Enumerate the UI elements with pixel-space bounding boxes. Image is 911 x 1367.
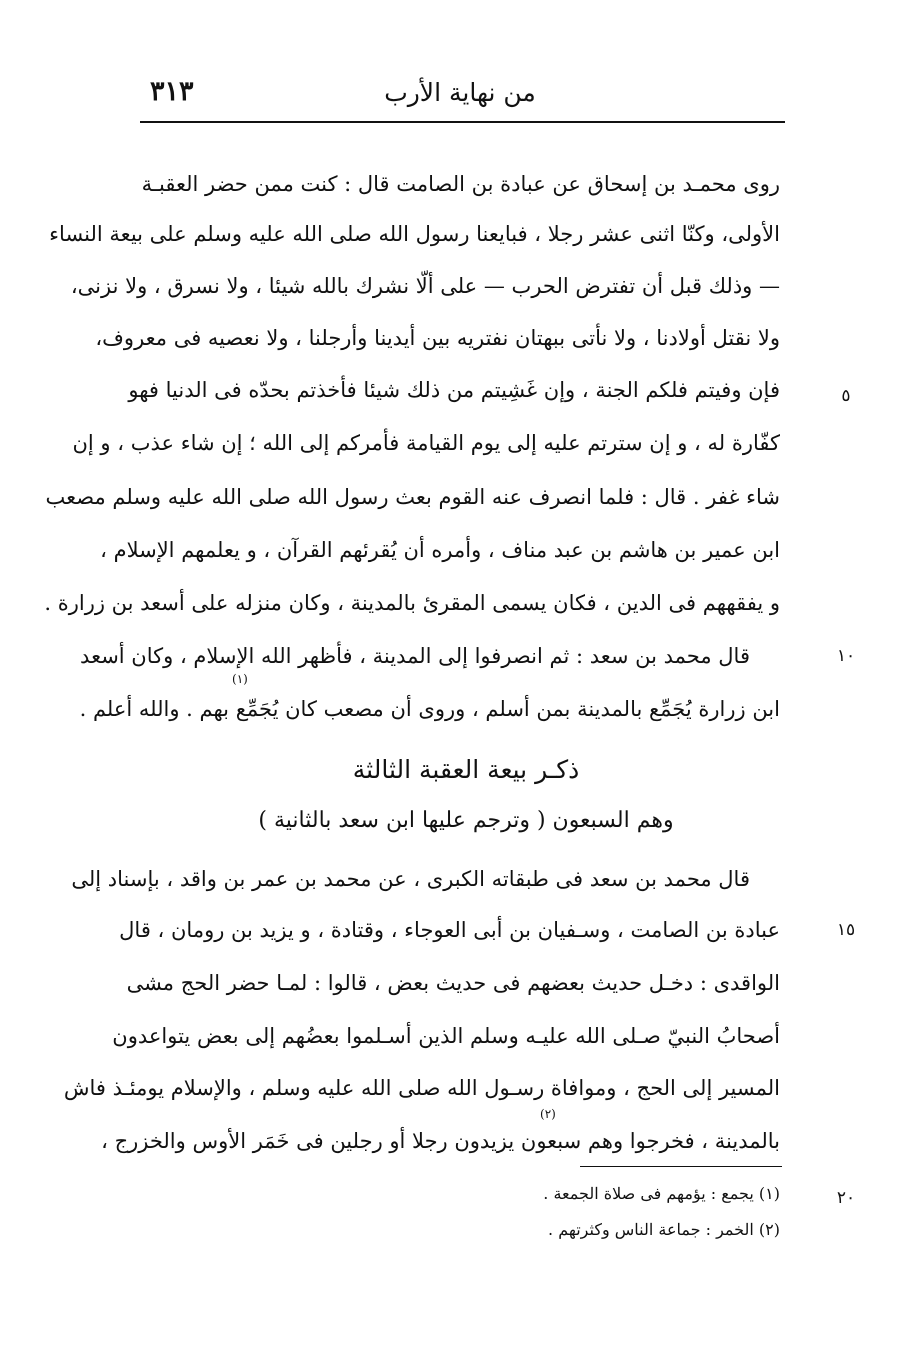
footnote-marker: (١) [232, 672, 248, 686]
text-line: الأولى، وكنّا اثنى عشر رجلا ، فبايعنا رسول الله صلى الله عليه وسلم على بيعة النساء [49, 222, 780, 246]
footnote: (١) يجمع : يؤمهم فى صلاة الجمعة . [543, 1184, 780, 1203]
running-head [140, 72, 780, 116]
text-line: ولا نقتل أولادنا ، ولا نأتى ببهتان نفتريه بين أيدينا وأرجلنا ، ولا نعصيه فى معروف، [95, 326, 780, 350]
text-line: روى محمـد بن إسحاق عن عبادة بن الصامت قال : كنت ممن حضر العقبـة [141, 172, 780, 196]
line-number: ٥ [841, 386, 851, 406]
footnote-marker: (٢) [540, 1107, 556, 1121]
section-title: ذكـر بيعة العقبة الثالثة [352, 755, 580, 784]
text-line: و يفقههم فى الدين ، فكان يسمى المقرئ بالمدينة ، وكان منزله على أسعد بن زرارة . [44, 591, 780, 615]
section-subtitle: وهم السبعون ( وترجم عليها ابن سعد بالثانية ) [258, 808, 674, 833]
footnote: (٢) الخمر : جماعة الناس وكثرتهم . [548, 1220, 780, 1239]
text-line: بالمدينة ، فخرجوا وهم سبعون يزيدون رجلا أو رجلين فى خَمَر الأوس والخزرج ، [101, 1129, 780, 1153]
text-line: المسير إلى الحج ، وموافاة رسـول الله صلى الله عليه وسلم ، والإسلام يومئـذ فاش [63, 1076, 780, 1100]
text-line: الواقدى : دخـل حديث بعضهم فى حديث بعض ، قالوا : لمـا حضر الحج مشى [126, 971, 780, 995]
text-line: قال محمد بن سعد : ثم انصرفوا إلى المدينة ، فأظهر الله الإسلام ، وكان أسعد [80, 644, 750, 668]
text-line: كفّارة له ، و إن سترتم عليه إلى يوم القيامة فأمركم إلى الله ؛ إن شاء عذب ، و إن [72, 431, 780, 455]
line-number: ٢٠ [836, 1188, 856, 1208]
text-line: شاء غفر . قال : فلما انصرف عنه القوم بعث رسول الله صلى الله عليه وسلم مصعب [45, 485, 780, 509]
text-line: فإن وفيتم فلكم الجنة ، وإن غَشِيتم من ذلك شيئا فأخذتم بحدّه فى الدنيا فهو [128, 378, 780, 402]
header-rule [140, 121, 785, 123]
page-number: ٣١٣ [150, 76, 194, 107]
text-line: أصحابُ النبيّ صـلى الله عليـه وسلم الذين أسـلموا بعضُهم إلى بعض يتواعدون [112, 1024, 780, 1048]
text-line: — وذلك قبل أن تفترض الحرب — على ألّا نشرك بالله شيئا ، ولا نسرق ، ولا نزنى، [70, 274, 780, 298]
text-line: عبادة بن الصامت ، وسـفيان بن أبى العوجاء ، وقتادة ، و يزيد بن رومان ، قال [119, 918, 780, 942]
running-title: من نهاية الأرب [384, 78, 536, 107]
text-line: ابن عمير بن هاشم بن عبد مناف ، وأمره أن يُقرئهم القرآن ، و يعلمهم الإسلام ، [100, 538, 780, 562]
footnote-rule [580, 1166, 782, 1167]
line-number: ١٥ [836, 920, 856, 940]
line-number: ١٠ [836, 646, 856, 666]
text-line: قال محمد بن سعد فى طبقاته الكبرى ، عن محمد بن عمر بن واقد ، بإسناد إلى [71, 867, 750, 891]
text-line: ابن زرارة يُجَمِّع بالمدينة بمن أسلم ، وروى أن مصعب كان يُجَمِّع بهم . والله أعلم . [79, 697, 780, 721]
